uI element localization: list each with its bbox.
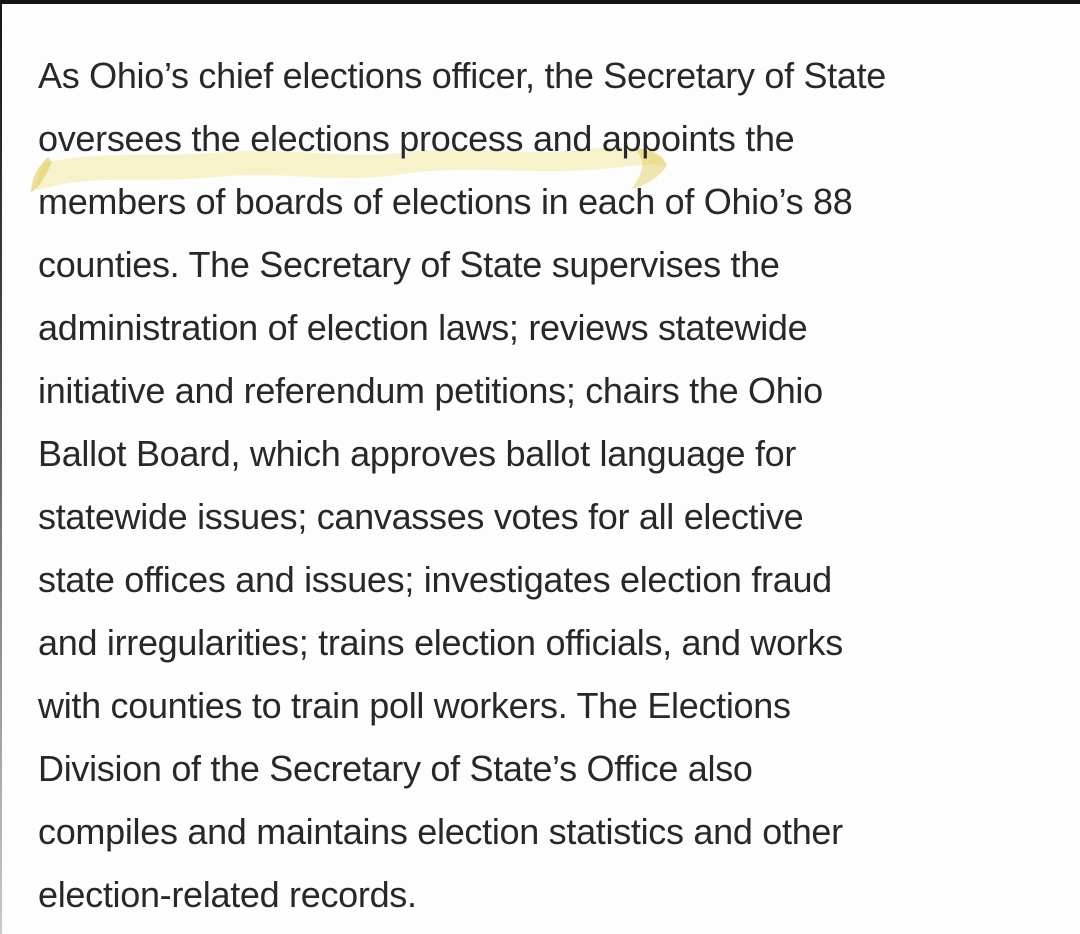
paragraph-line: statewide issues; canvasses votes for all elective [38, 496, 804, 537]
paragraph-line: compiles and maintains election statistics and other [38, 811, 843, 852]
paragraph-line: counties. The Secretary of State supervises the [38, 244, 780, 285]
paragraph-line: Ballot Board, which approves ballot language for [38, 433, 797, 474]
paragraph [38, 44, 886, 926]
paragraph-line: administration of election laws; reviews statewide [38, 307, 808, 348]
paragraph-line: Division of the Secretary of State’s Office also [38, 748, 753, 789]
paragraph-line: and irregularities; trains election officials, and works [38, 622, 843, 663]
left-edge-strip [0, 0, 2, 934]
paragraph-line: initiative and referendum petitions; chairs the Ohio [38, 370, 823, 411]
paragraph-line: state offices and issues; investigates election fraud [38, 559, 832, 600]
paragraph-line: members of boards of elections in each of Ohio’s 88 [38, 181, 853, 222]
top-edge-bar [0, 0, 1080, 4]
paragraph-line-highlighted: oversees the elections process and appoints the [38, 118, 795, 159]
paragraph-line: As Ohio’s chief elections officer, the Secretary of State [38, 55, 887, 96]
paragraph-line: election-related records. [38, 874, 417, 915]
paragraph-line: with counties to train poll workers. The Elections [38, 685, 791, 726]
